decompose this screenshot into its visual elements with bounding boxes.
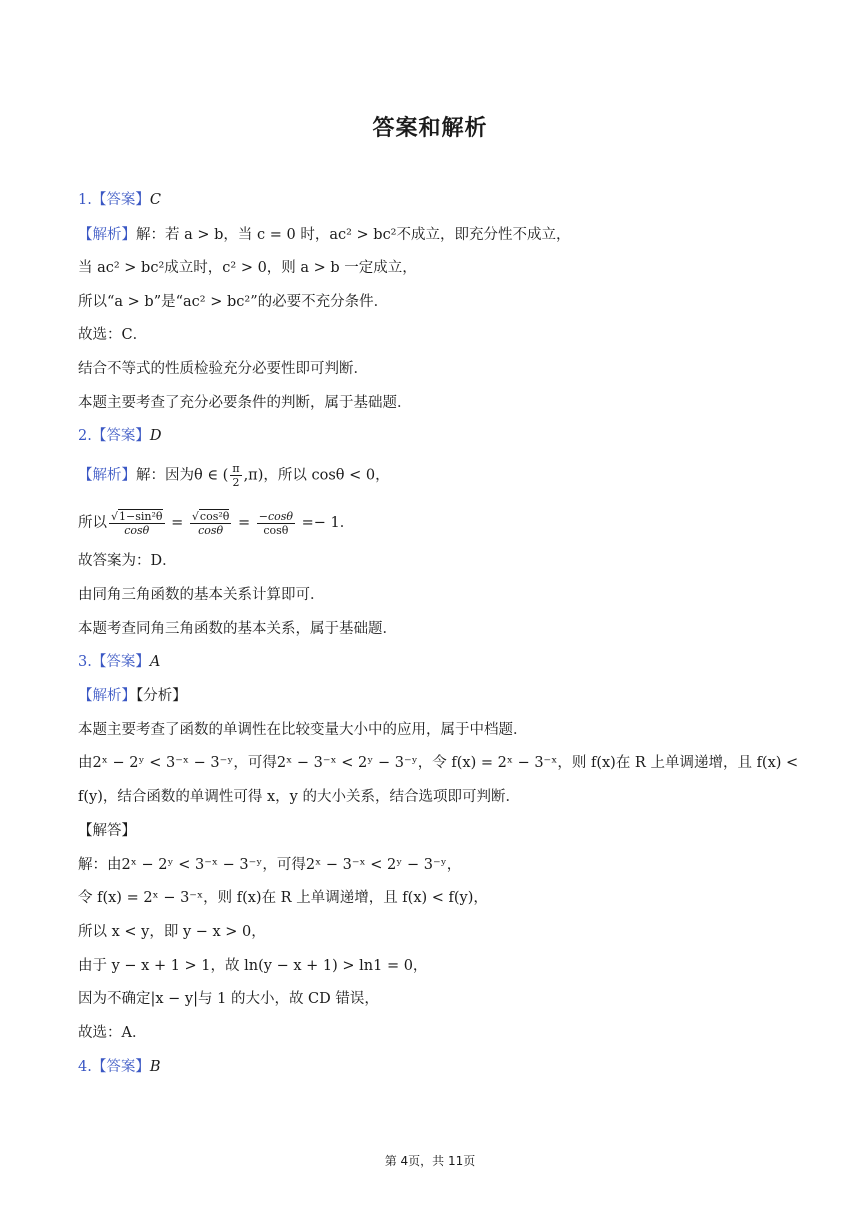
q1-analysis-label: 【解析】 [78,227,136,243]
q3-line-2: 由2ˣ − 2ʸ < 3⁻ˣ − 3⁻ʸ，可得2ˣ − 3⁻ˣ < 2ʸ − 3⁻ʸ，令 f(x) = 2ˣ − 3⁻ˣ，则 f(x)在 R 上单调递增，且 f(x) < [78,755,799,771]
q3-answer-head: 3.【答案】 [78,654,150,670]
q2-analysis-line-1 [78,462,390,489]
q3-analysis-label: 【解析】 [78,688,136,704]
q3-line-6: 所以 x < y，即 y − x > 0， [78,924,266,940]
q2-analysis-line-3: 故答案为：D． [78,553,177,569]
q3-analysis-tag: 【分析】 [136,688,187,704]
q2-fraction-1: $\frac{\text{√1−sin²θ}}{\cos\theta}$ [111,509,163,537]
q2-answer-line [78,426,161,446]
q3-answer-line [78,652,160,672]
q2-l1-pre: 解：因为θ ∈ ( [136,467,229,484]
q3-line-4: 解：由2ˣ − 2ʸ < 3⁻ˣ − 3⁻ʸ，可得2ˣ − 3⁻ˣ < 2ʸ − 3⁻ʸ， [78,857,462,873]
page-title: 答案和解析 [372,116,488,141]
q1-analysis-line-1 [78,225,571,245]
q3-line-8: 因为不确定|x − y|与 1 的大小，故 CD 错误， [78,991,379,1007]
q3-line-9: 故选：A． [78,1025,147,1041]
q1-analysis-line-4: 故选：C． [78,327,148,343]
q2-analysis-line-4: 由同角三角函数的基本关系计算即可． [78,587,325,603]
q4-answer-line [78,1057,161,1077]
q1-answer-value: C [149,192,161,208]
q2-l2-pre: 所以 [78,515,107,531]
q2-l1-post: ,π)，所以 cosθ < 0， [243,467,390,484]
q2-answer-value: D [149,428,162,444]
q3-solution-tag: 【解答】 [78,823,136,839]
q3-answer-value: A [149,654,161,670]
q1-answer-line [78,190,161,210]
q1-analysis-line-3: 所以“a > b”是“ac² > bc²”的必要不充分条件． [78,294,389,310]
q3-line-3: f(y)，结合函数的单调性可得 x，y 的大小关系，结合选项即可判断． [78,789,520,805]
q1-analysis-line-6: 本题主要考查了充分必要条件的判断，属于基础题． [78,395,412,411]
q3-analysis-label-line [78,686,187,706]
q4-answer-value: B [149,1059,161,1075]
q2-answer-head: 2.【答案】 [78,428,150,444]
q1-analysis-text-1: 解：若 a > b，当 c = 0 时，ac² > bc²不成立，即充分性不成立， [136,227,571,243]
q1-answer-head: 1.【答案】 [78,192,150,208]
q1-analysis-line-2: 当 ac² > bc²成立时，c² > 0，则 a > b 一定成立， [78,260,417,276]
q3-line-1: 本题主要考查了函数的单调性在比较变量大小中的应用，属于中档题． [78,722,528,738]
page-footer: 第 4页，共 11页 [384,1154,476,1168]
q2-analysis-line-5: 本题考查同角三角函数的基本关系，属于基础题． [78,621,397,637]
q2-fraction-3: $\frac{-\cos\theta}{\cos\theta}$ [258,509,294,537]
q1-analysis-line-5: 结合不等式的性质检验充分必要性即可判断． [78,361,368,377]
q2-fraction-pi-over-2: $\frac{\pi}{2}$ [232,462,240,489]
q3-line-5: 令 f(x) = 2ˣ − 3⁻ˣ，则 f(x)在 R 上单调递增，且 f(x) < f(y)， [78,890,488,906]
q3-line-7: 由于 y − x + 1 > 1，故 ln(y − x + 1) > ln1 = 0， [78,958,428,974]
q4-answer-head: 4.【答案】 [78,1059,150,1075]
q2-fraction-2: $\frac{\text{√cos²θ}}{\cos\theta}$ [191,509,230,537]
q2-analysis-line-2: 所以 $\frac{\text{√1−sin²θ}}{\cos\theta}$ = $\frac{\text{√cos²θ}}{\cos\theta}$ = $\frac{-\cos\theta}{\cos\theta}$ =− 1． [78,509,355,537]
q2-analysis-label: 【解析】 [78,467,136,484]
